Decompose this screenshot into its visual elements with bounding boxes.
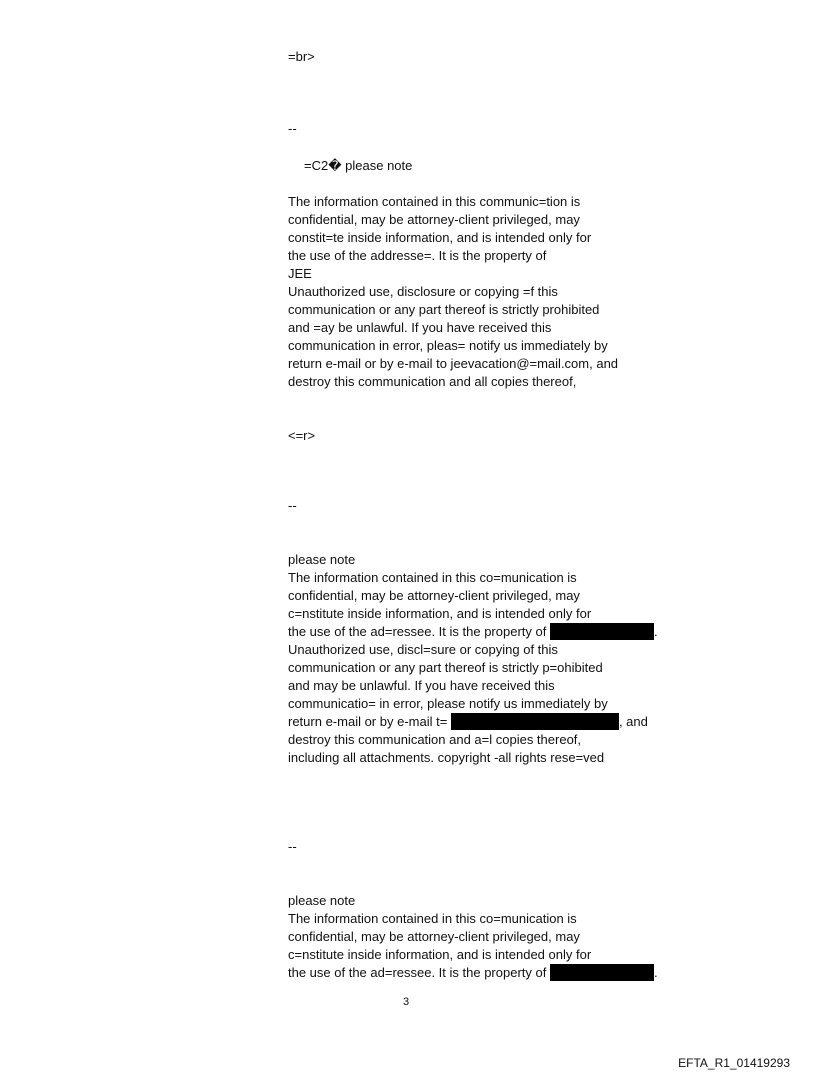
- text-line: please note: [288, 552, 356, 567]
- text-line: confidential, may be attorney-client privileged, may: [288, 212, 580, 227]
- text-line: the use of the addresse=. It is the property of: [288, 248, 547, 263]
- text-line: and =ay be unlawful. If you have received this: [288, 320, 552, 335]
- redaction-box: [550, 623, 654, 640]
- text-line: including all attachments. copyright -all rights rese=ved: [288, 750, 605, 765]
- text-line: <=r>: [288, 428, 316, 443]
- redaction-box: [550, 964, 654, 981]
- text-segment: .: [653, 624, 658, 639]
- text-line: c=nstitute inside information, and is intended only for: [288, 947, 592, 962]
- text-line: and may be unlawful. If you have received this: [288, 678, 555, 693]
- bates-number: EFTA_R1_01419293: [678, 1056, 790, 1070]
- text-segment: , and: [618, 714, 648, 729]
- text-line: return e-mail or by e-mail to jeevacation@=mail.com, and: [288, 356, 619, 371]
- text-line: please note: [288, 893, 356, 908]
- text-line: =C2� please note: [304, 158, 413, 173]
- separator-line: --: [288, 498, 297, 513]
- text-segment: return e-mail or by e-mail t=: [288, 714, 448, 729]
- text-line: communicatio= in error, please notify us immediately by: [288, 696, 608, 711]
- text-segment: the use of the ad=ressee. It is the property of: [288, 965, 547, 980]
- text-line: destroy this communication and a=l copies thereof,: [288, 732, 582, 747]
- separator-line: --: [288, 121, 297, 136]
- text-line: The information contained in this communic=tion is: [288, 194, 581, 209]
- text-line: communication in error, pleas= notify us immediately by: [288, 338, 608, 353]
- text-line: c=nstitute inside information, and is intended only for: [288, 606, 592, 621]
- text-line: JEE: [288, 266, 312, 281]
- text-line: [288, 964, 658, 982]
- separator-line: --: [288, 839, 297, 854]
- text-line: Unauthorized use, disclosure or copying =f this: [288, 284, 558, 299]
- text-line: The information contained in this co=munication is: [288, 570, 577, 585]
- text-line: constit=te inside information, and is intended only for: [288, 230, 592, 245]
- text-line: Unauthorized use, discl=sure or copying of this: [288, 642, 558, 657]
- page-number: 3: [403, 996, 410, 1008]
- text-line: [288, 623, 658, 641]
- text-line: communication or any part thereof is strictly prohibited: [288, 302, 600, 317]
- text-line: destroy this communication and all copies thereof,: [288, 374, 577, 389]
- text-line: =br>: [288, 49, 315, 64]
- text-line: confidential, may be attorney-client privileged, may: [288, 929, 580, 944]
- text-segment: .: [653, 965, 658, 980]
- text-line: [288, 713, 648, 731]
- text-line: The information contained in this co=munication is: [288, 911, 577, 926]
- text-line: confidential, may be attorney-client privileged, may: [288, 588, 580, 603]
- text-segment: the use of the ad=ressee. It is the property of: [288, 624, 547, 639]
- redaction-box: [451, 713, 619, 730]
- text-line: communication or any part thereof is strictly p=ohibited: [288, 660, 603, 675]
